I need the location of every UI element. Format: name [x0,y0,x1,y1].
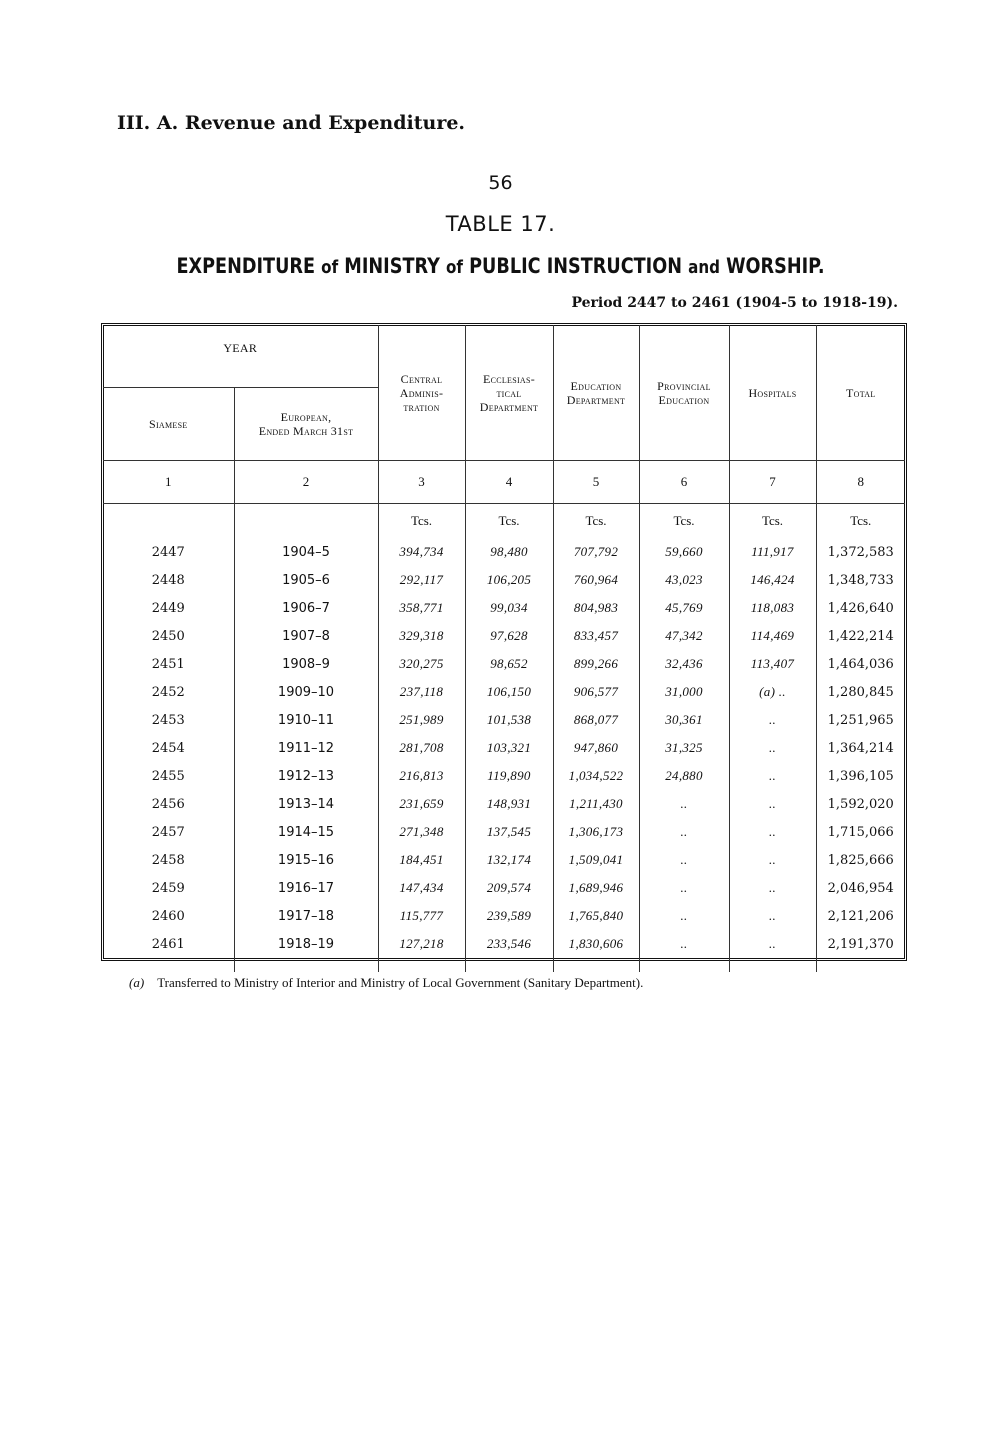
ecclesiastical-department-cell: 119,890 [465,762,553,790]
central-administration-header [378,325,465,461]
hospitals-cell: .. [729,734,816,762]
european-year-cell: 1909–10 [234,678,378,706]
provincial-education-cell: .. [639,902,729,930]
central-administration-cell: 216,813 [378,762,465,790]
total-cell: 2,121,206 [816,902,905,930]
total-cell: 1,825,666 [816,846,905,874]
provincial-education-cell: .. [639,874,729,902]
table-row [103,818,905,846]
table-row [103,566,905,594]
hospitals-cell: .. [729,762,816,790]
education-department-cell: 1,509,041 [553,846,639,874]
siamese-cell: 2458 [151,852,185,868]
european-year-cell: 1906–7 [234,594,378,622]
unit-label: Tcs. [639,504,729,539]
siamese-header: Siamese [103,388,234,461]
table-row [103,706,905,734]
table-row [103,930,905,958]
european-year-cell: 1904–5 [234,538,378,566]
title-connector: of [321,257,339,278]
header-line: Adminis- [399,385,444,400]
total-cell: 1,592,020 [816,790,905,818]
title-connector: and [688,257,720,278]
total-cell: 1,715,066 [816,818,905,846]
total-cell: 1,280,845 [816,678,905,706]
total-cell: 2,191,370 [816,930,905,958]
table-row [103,902,905,930]
education-department-cell: 1,306,173 [553,818,639,846]
central-administration-cell: 237,118 [378,678,465,706]
education-department-header [553,325,639,461]
provincial-education-cell: .. [639,930,729,958]
hospitals-cell: 118,083 [729,594,816,622]
european-year-cell: 1918–19 [234,930,378,958]
header-line: Department [566,392,626,407]
table-number: TABLE 17. [445,212,556,236]
unit-label: Tcs. [553,504,639,539]
siamese-cell: 2450 [151,628,185,644]
european-year-cell: 1905–6 [234,566,378,594]
education-department-cell: 1,034,522 [553,762,639,790]
education-department-cell: 1,211,430 [553,790,639,818]
total-cell: 1,422,214 [816,622,905,650]
table-row [103,790,905,818]
ecclesiastical-department-cell: 98,652 [465,650,553,678]
siamese-cell: 2453 [151,712,185,728]
table-row [103,762,905,790]
central-administration-cell: 281,708 [378,734,465,762]
siamese-cell: 2456 [151,796,185,812]
education-department-cell: 947,860 [553,734,639,762]
hospitals-header: Hospitals [729,325,816,461]
total-cell: 1,372,583 [816,538,905,566]
provincial-education-cell: .. [639,846,729,874]
european-year-cell: 1916–17 [234,874,378,902]
provincial-education-cell: 47,342 [639,622,729,650]
table-row [103,678,905,706]
page-number: 56 [488,172,513,194]
title-part: MINISTRY [344,254,440,278]
title-part: WORSHIP. [726,254,825,278]
provincial-education-cell: .. [639,818,729,846]
central-administration-cell: 184,451 [378,846,465,874]
siamese-cell: 2452 [151,684,185,700]
header-line: Provincial [657,378,711,393]
central-administration-cell: 251,989 [378,706,465,734]
footnote-mark: (a) [129,975,145,990]
header-line: Ecclesias- [482,371,536,386]
total-header: Total [816,325,905,461]
unit-label: Tcs. [378,504,465,539]
ecclesiastical-department-cell: 97,628 [465,622,553,650]
table-title [80,254,921,278]
ecclesiastical-department-cell: 233,546 [465,930,553,958]
header-line: Education [658,392,710,407]
hospitals-cell: 114,469 [729,622,816,650]
header-line: European, [280,410,332,424]
provincial-education-cell: .. [639,790,729,818]
hospitals-cell: 111,917 [729,538,816,566]
column-number: 8 [816,461,905,504]
column-number: 1 [103,461,234,504]
total-cell: 1,464,036 [816,650,905,678]
central-administration-cell: 271,348 [378,818,465,846]
central-administration-cell: 115,777 [378,902,465,930]
provincial-education-cell: 43,023 [639,566,729,594]
central-administration-cell: 320,275 [378,650,465,678]
european-header [234,388,378,461]
siamese-cell: 2451 [151,656,185,672]
column-number: 2 [234,461,378,504]
header-line: tration [403,399,440,414]
table-row [103,846,905,874]
hospitals-cell: .. [729,790,816,818]
education-department-cell: 1,830,606 [553,930,639,958]
hospitals-cell: .. [729,818,816,846]
provincial-education-cell: 59,660 [639,538,729,566]
education-department-cell: 868,077 [553,706,639,734]
central-administration-cell: 231,659 [378,790,465,818]
unit-cell-empty [234,504,378,539]
table-row [103,874,905,902]
provincial-education-cell: 24,880 [639,762,729,790]
total-cell: 1,364,214 [816,734,905,762]
table-row [103,650,905,678]
central-administration-cell: 329,318 [378,622,465,650]
siamese-cell: 2455 [151,768,185,784]
year-header: YEAR [103,325,378,388]
section-heading: III. A. Revenue and Expenditure. [117,112,466,134]
european-year-cell: 1911–12 [234,734,378,762]
data-rows [103,538,905,958]
unit-cell-empty [103,504,234,539]
hospitals-cell: (a) .. [729,678,816,706]
european-year-cell: 1913–14 [234,790,378,818]
total-cell: 1,251,965 [816,706,905,734]
european-year-cell: 1910–11 [234,706,378,734]
education-department-cell: 707,792 [553,538,639,566]
header-line: Education [570,378,622,393]
education-department-cell: 899,266 [553,650,639,678]
hospitals-cell: .. [729,930,816,958]
provincial-education-cell: 30,361 [639,706,729,734]
siamese-cell: 2459 [151,880,185,896]
european-year-cell: 1908–9 [234,650,378,678]
european-year-cell: 1907–8 [234,622,378,650]
education-department-cell: 1,689,946 [553,874,639,902]
total-cell: 1,396,105 [816,762,905,790]
european-year-cell: 1914–15 [234,818,378,846]
central-administration-cell: 292,117 [378,566,465,594]
ecclesiastical-department-cell: 101,538 [465,706,553,734]
provincial-education-cell: 45,769 [639,594,729,622]
education-department-cell: 760,964 [553,566,639,594]
header-line: Ended March 31st [258,424,354,438]
total-cell: 2,046,954 [816,874,905,902]
footnote-text: Transferred to Ministry of Interior and Ministry of Local Government (Sanitary Department). [157,975,644,990]
provincial-education-header [639,325,729,461]
footnote [129,975,643,991]
column-number: 5 [553,461,639,504]
ecclesiastical-department-cell: 209,574 [465,874,553,902]
central-administration-cell: 358,771 [378,594,465,622]
header-line: tical [496,385,522,400]
column-number: 6 [639,461,729,504]
column-number: 7 [729,461,816,504]
hospitals-cell: 113,407 [729,650,816,678]
european-year-cell: 1912–13 [234,762,378,790]
total-cell: 1,348,733 [816,566,905,594]
column-number: 3 [378,461,465,504]
siamese-cell: 2461 [151,936,185,952]
ecclesiastical-department-cell: 103,321 [465,734,553,762]
european-year-cell: 1917–18 [234,902,378,930]
title-part: EXPENDITURE [176,254,316,278]
period-note: Period 2447 to 2461 (1904-5 to 1918-19). [571,295,898,311]
ecclesiastical-department-cell: 106,205 [465,566,553,594]
hospitals-cell: .. [729,902,816,930]
ecclesiastical-department-cell: 132,174 [465,846,553,874]
siamese-cell: 2454 [151,740,185,756]
title-part: PUBLIC INSTRUCTION [469,254,682,278]
table-row [103,594,905,622]
table-row [103,622,905,650]
header-line: Central [400,371,443,386]
ecclesiastical-department-cell: 137,545 [465,818,553,846]
education-department-cell: 906,577 [553,678,639,706]
siamese-cell: 2448 [151,572,185,588]
european-year-cell: 1915–16 [234,846,378,874]
central-administration-cell: 127,218 [378,930,465,958]
unit-label: Tcs. [816,504,905,539]
provincial-education-cell: 31,000 [639,678,729,706]
unit-label: Tcs. [465,504,553,539]
table-row [103,734,905,762]
siamese-cell: 2460 [151,908,185,924]
ecclesiastical-department-cell: 148,931 [465,790,553,818]
central-administration-cell: 147,434 [378,874,465,902]
hospitals-cell: .. [729,706,816,734]
header-line: Department [479,399,539,414]
education-department-cell: 1,765,840 [553,902,639,930]
siamese-cell: 2449 [151,600,185,616]
siamese-cell: 2457 [151,824,185,840]
education-department-cell: 804,983 [553,594,639,622]
provincial-education-cell: 31,325 [639,734,729,762]
ecclesiastical-department-cell: 98,480 [465,538,553,566]
provincial-education-cell: 32,436 [639,650,729,678]
ecclesiastical-department-cell: 239,589 [465,902,553,930]
ecclesiastical-department-cell: 99,034 [465,594,553,622]
table-row [103,538,905,566]
education-department-cell: 833,457 [553,622,639,650]
ecclesiastical-department-header [465,325,553,461]
central-administration-cell: 394,734 [378,538,465,566]
unit-label: Tcs. [729,504,816,539]
column-number: 4 [465,461,553,504]
hospitals-cell: .. [729,846,816,874]
expenditure-table [103,325,905,972]
siamese-cell: 2447 [151,544,185,560]
hospitals-cell: .. [729,874,816,902]
hospitals-cell: 146,424 [729,566,816,594]
title-connector: of [446,257,463,278]
ecclesiastical-department-cell: 106,150 [465,678,553,706]
total-cell: 1,426,640 [816,594,905,622]
